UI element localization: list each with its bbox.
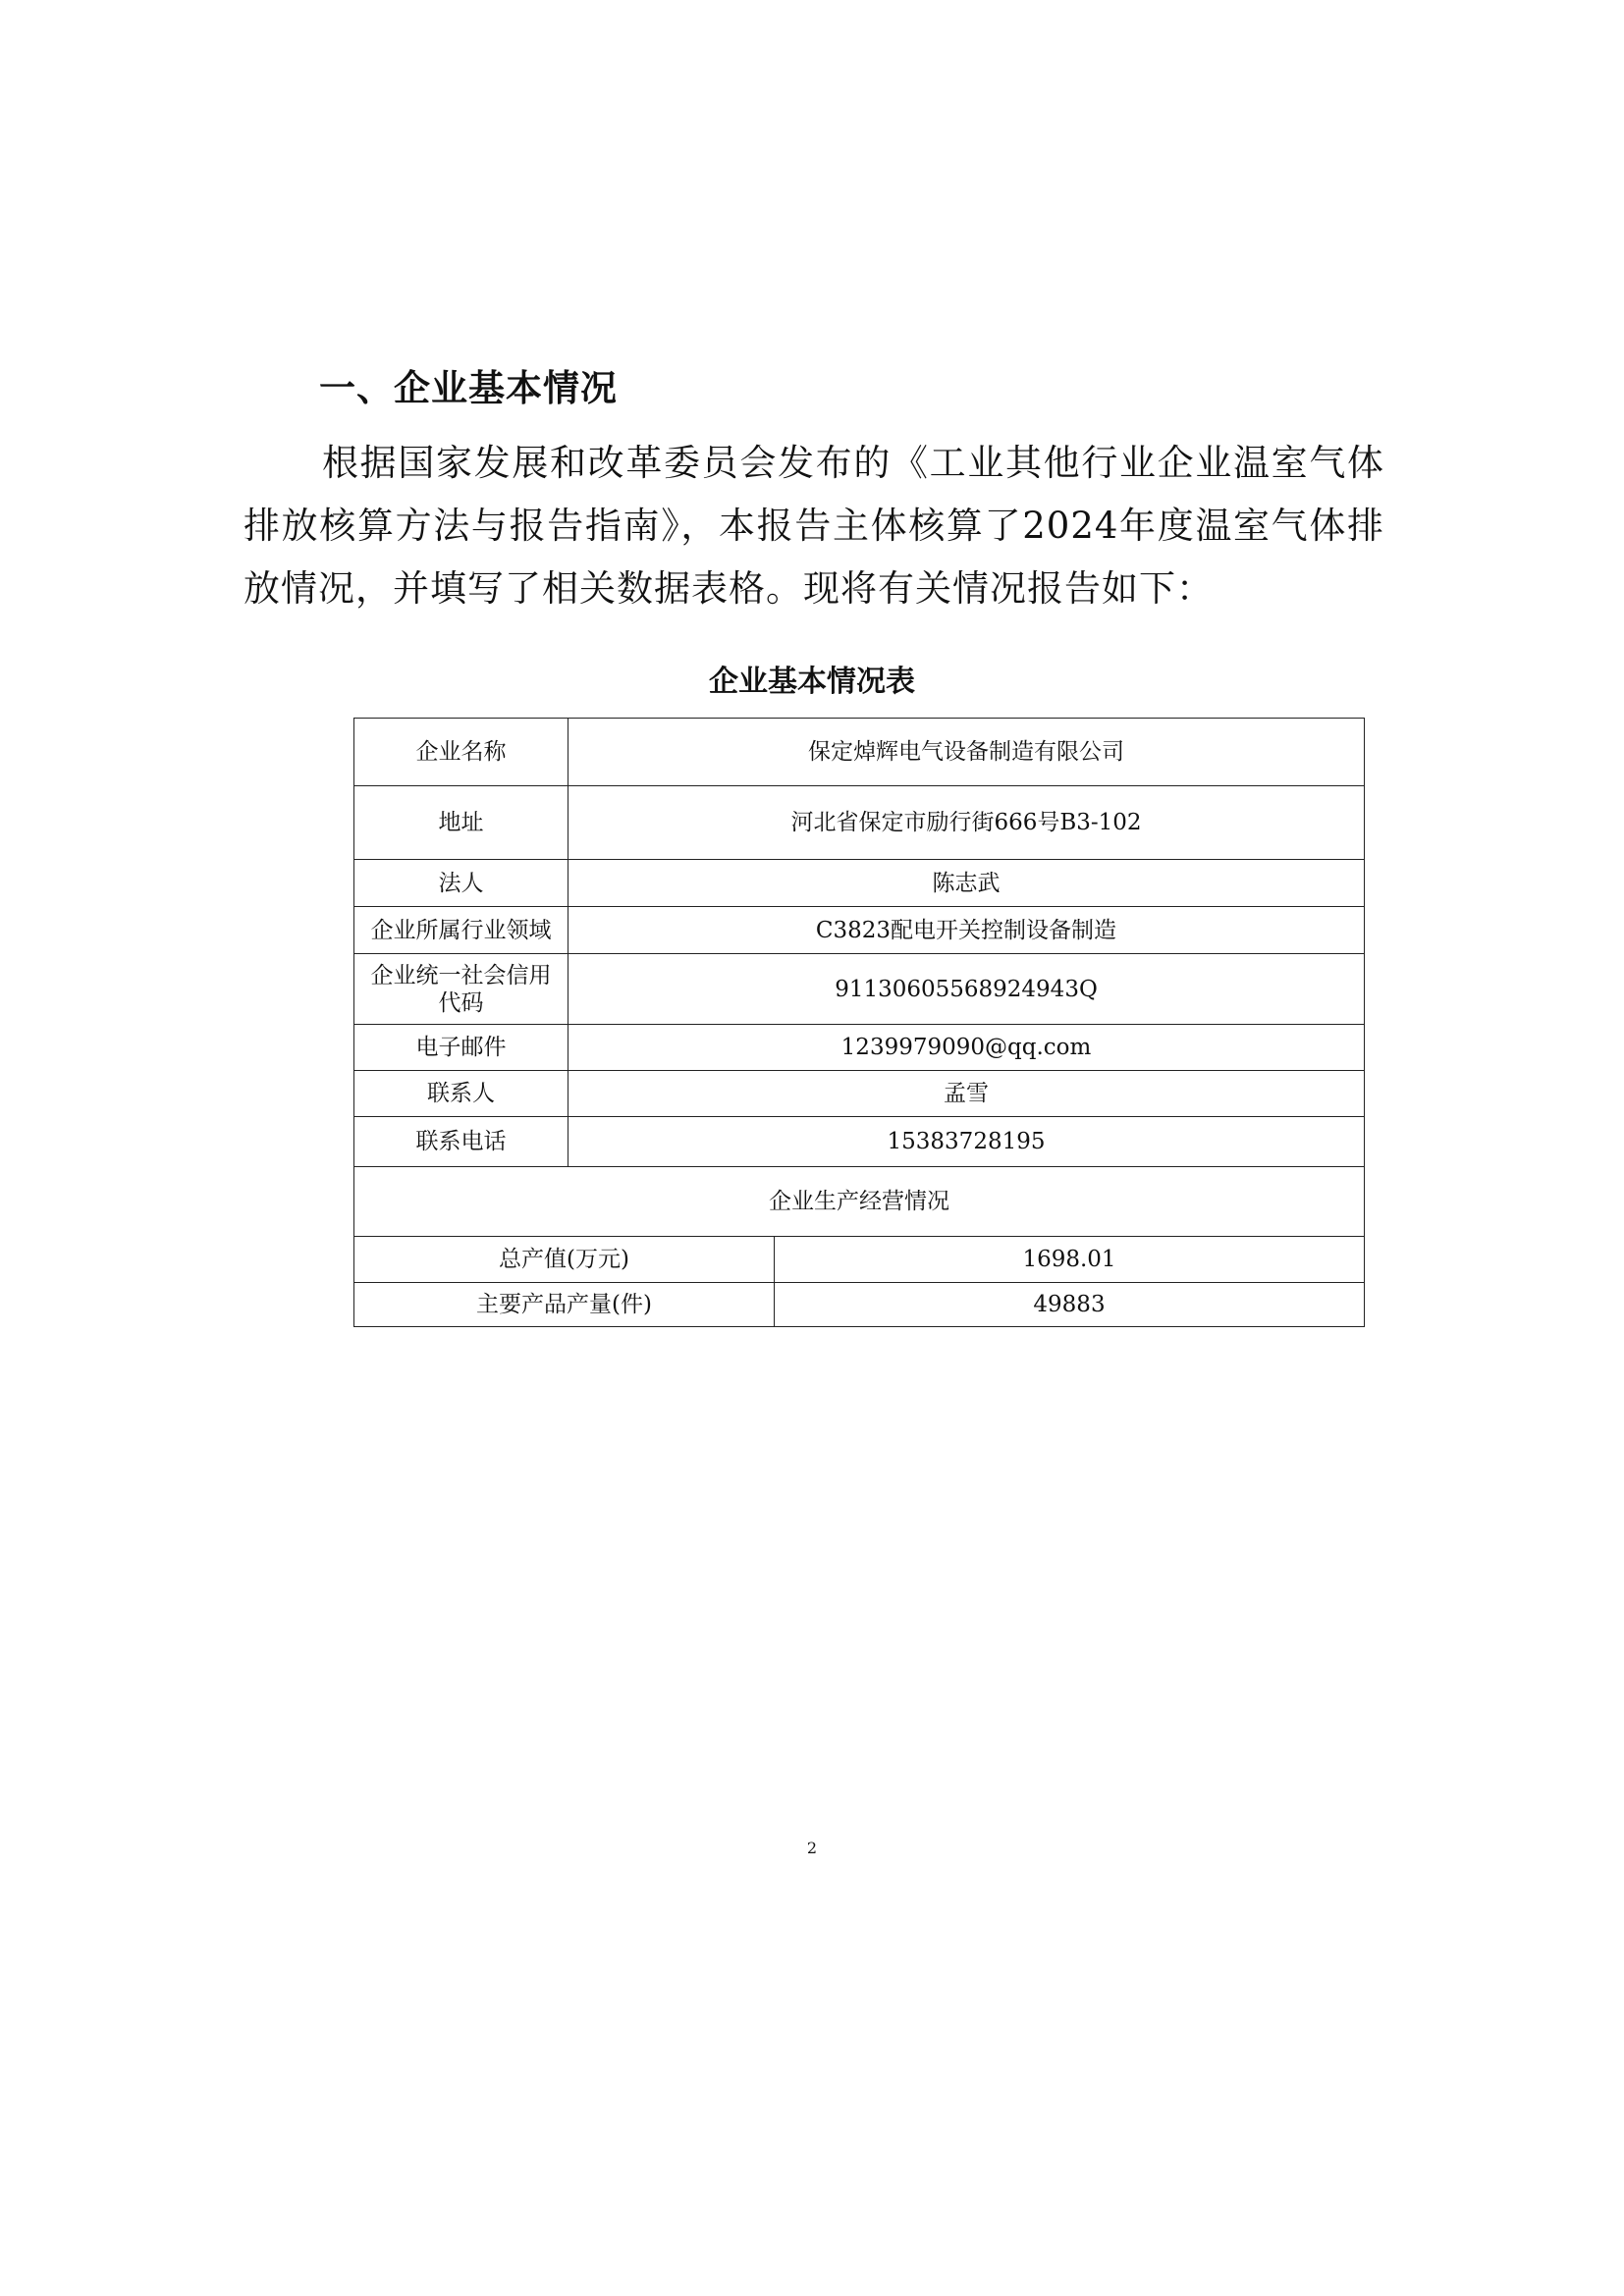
row-value-legal-person: 陈志武 <box>568 860 1365 907</box>
section-heading: 一、企业基本情况 <box>319 367 618 409</box>
row-label-email: 电子邮件 <box>354 1025 568 1071</box>
table-row <box>354 1071 1365 1117</box>
table-row <box>354 719 1365 786</box>
row-value-contact: 孟雪 <box>568 1071 1365 1117</box>
row-label-company-name: 企业名称 <box>354 719 568 786</box>
page-number: 2 <box>806 1839 818 1857</box>
table-row <box>354 786 1365 860</box>
row-label-product-quantity: 主要产品产量(件) <box>354 1283 775 1327</box>
row-label-legal-person: 法人 <box>354 860 568 907</box>
table-row <box>354 1117 1365 1167</box>
row-value-credit-code: 91130605568924943Q <box>568 954 1365 1025</box>
row-label-address: 地址 <box>354 786 568 860</box>
production-section-header: 企业生产经营情况 <box>354 1167 1365 1237</box>
enterprise-info-table <box>353 718 1365 1327</box>
row-label-credit-code: 企业统一社会信用代码 <box>354 954 568 1025</box>
row-value-email: 1239979090@qq.com <box>568 1025 1365 1071</box>
intro-paragraph: 根据国家发展和改革委员会发布的《工业其他行业企业温室气体排放核算方法与报告指南》，本报告主体核算了2024年度温室气体排放情况，并填写了相关数据表格。现将有关情况报告如下： <box>244 442 1384 610</box>
table-row <box>354 1237 1365 1283</box>
row-label-contact: 联系人 <box>354 1071 568 1117</box>
table-row <box>354 907 1365 954</box>
table-title: 企业基本情况表 <box>709 665 915 699</box>
row-value-company-name: 保定焯辉电气设备制造有限公司 <box>568 719 1365 786</box>
row-value-phone: 15383728195 <box>568 1117 1365 1167</box>
table-row <box>354 860 1365 907</box>
row-value-industry: C3823配电开关控制设备制造 <box>568 907 1365 954</box>
row-label-output-value: 总产值(万元) <box>354 1237 775 1283</box>
table-row <box>354 954 1365 1025</box>
table-row <box>354 1025 1365 1071</box>
row-value-product-quantity: 49883 <box>775 1283 1365 1327</box>
row-label-phone: 联系电话 <box>354 1117 568 1167</box>
row-label-industry: 企业所属行业领域 <box>354 907 568 954</box>
row-value-output-value: 1698.01 <box>775 1237 1365 1283</box>
table-row <box>354 1167 1365 1237</box>
table-row <box>354 1283 1365 1327</box>
row-value-address: 河北省保定市励行街666号B3-102 <box>568 786 1365 860</box>
